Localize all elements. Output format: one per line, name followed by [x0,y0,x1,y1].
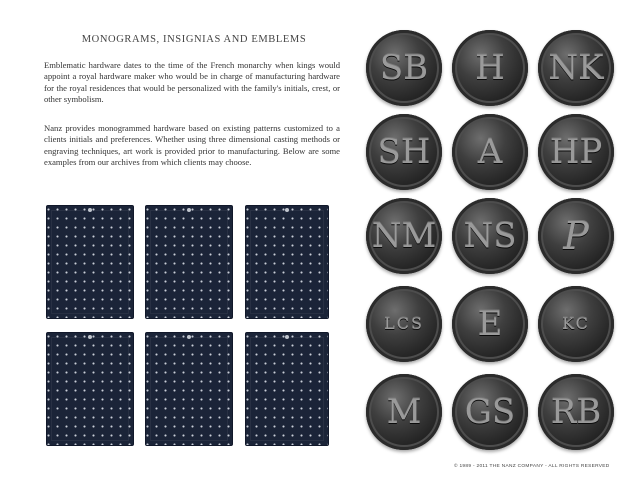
monogram-icon: NS [463,216,517,256]
monogram-icon: A [477,132,503,172]
knob-sb [366,30,442,106]
pin-icon [285,208,289,212]
pin-icon [187,335,191,339]
monogram-icon: E [477,304,503,344]
pattern-sheet-6 [246,333,328,445]
knob-shield-kc [538,286,614,362]
knob-h [452,30,528,106]
nanz-paragraph: Nanz provides monogrammed hardware based on existing patterns customized to a clients initials and preferences. Whether using three dimensional casting methods or engraving techniques, art work is provided prior to manufacturing. Below are some examples from our archives from which clients may choose. [44,123,340,168]
pattern-sheet-1 [47,206,133,318]
monogram-icon: NK [548,48,604,88]
knob-cross-m [366,374,442,450]
knob-rb [538,374,614,450]
pattern-sheet-3 [246,206,328,318]
page-title: MONOGRAMS, INSIGNIAS AND EMBLEMS [81,34,307,45]
shield-icon: KC [562,314,590,333]
pattern-sheet-4 [47,333,133,445]
knob-gs [452,374,528,450]
knob-sh [366,114,442,190]
knob-p [538,198,614,274]
knob-nk [538,30,614,106]
knob-e [452,286,528,362]
knob-hp [538,114,614,190]
knob-lcs [366,286,442,362]
monogram-icon: P [563,214,589,258]
pin-icon [285,335,289,339]
pattern-sheet-2 [146,206,232,318]
pin-icon [88,335,92,339]
monogram-icon: GS [464,392,516,432]
knob-nm [366,198,442,274]
monogram-icon: NM [371,216,437,256]
monogram-icon: RB [550,392,602,432]
intro-paragraph: Emblematic hardware dates to the time of the French monarchy when kings would appoint a royal hardware maker who would be in charge of manufacturing hardware for the royal residences that would be personalized with the family's initials, crest, or other symbolism. [44,60,340,105]
pin-icon [187,208,191,212]
monogram-icon: SH [377,132,431,172]
pin-icon [88,208,92,212]
copyright-notice: © 1989 - 2011 THE NANZ COMPANY - ALL RIGHTS RESERVED [454,464,610,469]
monogram-icon: LCS [384,314,424,333]
monogram-icon: HP [549,132,603,172]
knob-a [452,114,528,190]
pattern-sheet-5 [146,333,232,445]
monogram-icon: SB [379,48,429,88]
monogram-icon: H [475,48,505,88]
cross-icon: M [386,392,422,432]
knob-ns [452,198,528,274]
